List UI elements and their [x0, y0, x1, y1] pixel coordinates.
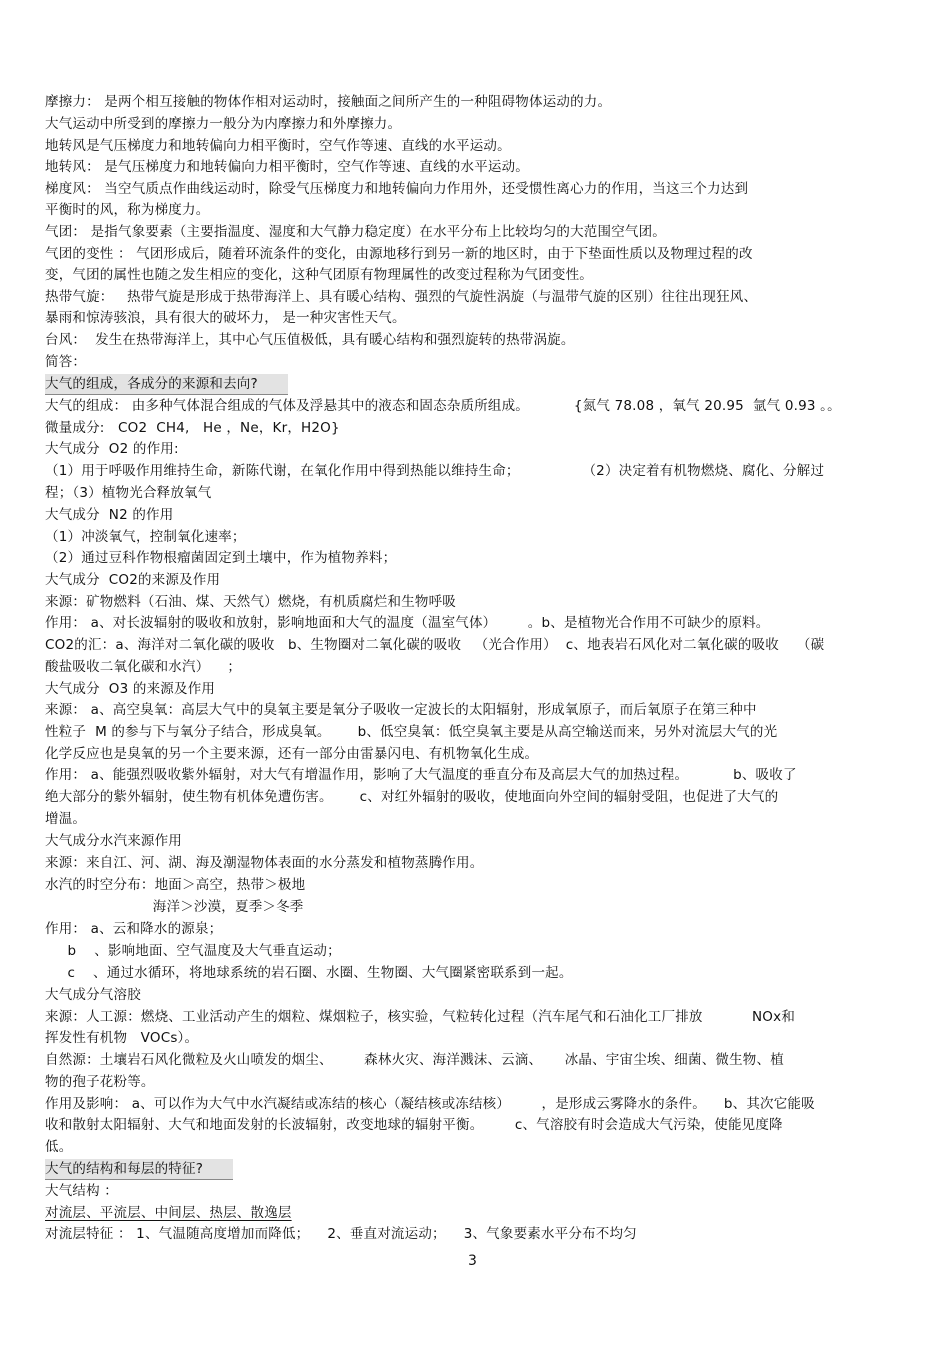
text-line: 气团： 是指气象要素（主要指温度、湿度和大气静力稳定度）在水平分布上比较均匀的大范围空气团。 — [45, 224, 666, 240]
text-line: 地转风是气压梯度力和地转偏向力相平衡时，空气作等速、直线的水平运动。 — [45, 138, 511, 154]
text-line: 增温。 — [45, 811, 87, 827]
text-line: 大气运动中所受到的摩擦力一般分为内摩擦力和外摩擦力。 — [45, 116, 402, 132]
text-line: 气团的变性 ： 气团形成后，随着环流条件的变化，由源地移行到另一新的地区时，由于下垫面性质以及物理过程的改 — [45, 246, 753, 262]
text-line: 简答： — [45, 354, 87, 370]
text-line: 地转风： 是气压梯度力和地转偏向力相平衡时，空气作等速、直线的水平运动。 — [45, 159, 529, 175]
text-line: 挥发性有机物 VOCs）。 — [45, 1030, 199, 1046]
text-line: 来源：来自江、河、湖、海及潮湿物体表面的水分蒸发和植物蒸腾作用。 — [45, 855, 484, 871]
text-line: 自然源：土壤岩石风化微粒及火山喷发的烟尘、 森林火灾、海洋溅沫、云滴、 冰晶、宇宙尘埃、细菌、微生物、植 — [45, 1052, 784, 1068]
section-heading: 大气的组成，各成分的来源和去向? — [45, 374, 288, 395]
text-line: 平衡时的风，称为梯度力。 — [45, 202, 210, 218]
text-line: （1）用于呼吸作用维持生命，新陈代谢，在氧化作用中得到热能以维持生命； （2）决定着有机物燃烧、腐化、分解过 — [45, 463, 825, 479]
text-line: 化学反应也是臭氧的另一个主要来源，还有一部分由雷暴闪电、有机物氧化生成。 — [45, 746, 539, 762]
text-line: 台风： 发生在热带海洋上，其中心气压值极低，具有暖心结构和强烈旋转的热带涡旋。 — [45, 332, 575, 348]
text-line: 大气成分 O3 的来源及作用 — [45, 681, 216, 697]
text-line: 热带气旋： 热带气旋是形成于热带海洋上、具有暖心结构、强烈的气旋性涡旋（与温带气旋的区别）往往出现狂风、 — [45, 289, 758, 305]
text-line: 大气成分 O2 的作用: — [45, 441, 179, 457]
text-line: 暴雨和惊涛骇浪，具有很大的破坏力， 是一种灾害性天气。 — [45, 310, 406, 326]
text-line: 来源：人工源：燃烧、工业活动产生的烟粒、煤烟粒子，核实验，气粒转化过程（汽车尾气和石油化工厂排放 NOx和 — [45, 1009, 796, 1025]
text-line: c 、通过水循环，将地球系统的岩石圈、水圈、生物圈、大气圈紧密联系到一起。 — [45, 965, 573, 981]
text-line: 作用： a、云和降水的源泉； — [45, 921, 223, 937]
text-line: 物的孢子花粉等。 — [45, 1074, 155, 1090]
text-line: 大气成分 CO2的来源及作用 — [45, 572, 221, 588]
text-line: 低。 — [45, 1139, 73, 1155]
text-line: 绝大部分的紫外辐射，使生物有机体免遭伤害。 c、对红外辐射的吸收，使地面向外空间的辐射受阻，也促进了大气的 — [45, 789, 779, 805]
text-line: 大气的组成： 由多种气体混合组成的气体及浮悬其中的液态和固态杂质所组成。 {氮气 78.08 ，氧气 20.95 氩气 0.93 。。 — [45, 398, 841, 414]
text-line: 大气成分气溶胶 — [45, 987, 141, 1003]
text-line: CO2的汇：a、海洋对二氧化碳的吸收 b、生物圈对二氧化碳的吸收 （光合作用） c、地表岩石风化对二氧化碳的吸收 （碳 — [45, 637, 825, 653]
text-line: b 、影响地面、空气温度及大气垂直运动； — [45, 943, 341, 959]
text-line: 微量成分: CO2 CH4, He ，Ne，Kr，H2O} — [45, 420, 340, 436]
text-line: 水汽的时空分布：地面＞高空，热带＞极地 — [45, 877, 306, 893]
text-line: 大气成分水汽来源作用 — [45, 833, 182, 849]
text-line: 大气结构 ： — [45, 1183, 118, 1199]
section-heading: 大气的结构和每层的特征? — [45, 1159, 233, 1180]
text-line: 作用： a、对长波辐射的吸收和放射，影响地面和大气的温度（温室气体） 。b、是植物光合作用不可缺少的原料。 — [45, 615, 770, 631]
page-number: 3 — [468, 1253, 478, 1269]
text-line: 海洋＞沙漠，夏季＞冬季 — [45, 899, 304, 915]
text-line: 摩擦力： 是两个相互接触的物体作相对运动时，接触面之间所产生的一种阻碍物体运动的力。 — [45, 94, 612, 110]
text-line: 梯度风： 当空气质点作曲线运动时，除受气压梯度力和地转偏向力作用外，还受惯性离心力的作用，当这三个力达到 — [45, 181, 749, 197]
text-line: 收和散射太阳辐射、大气和地面发射的长波辐射，改变地球的辐射平衡。 c、气溶胶有时会造成大气污染，使能见度降 — [45, 1117, 783, 1133]
text-line: 大气成分 N2 的作用 — [45, 507, 174, 523]
text-line: 程；（3）植物光合释放氧气 — [45, 485, 212, 501]
text-line: 酸盐吸收二氧化碳和水汽） ； — [45, 659, 242, 675]
text-line: 来源：矿物燃料（石油、煤、天然气）燃烧，有机质腐烂和生物呼吸 — [45, 594, 456, 610]
text-line: 对流层特征 ： 1、气温随高度增加而降低； 2、垂直对流运动； 3、气象要素水平分布不均匀 — [45, 1226, 637, 1242]
text-line: （1）冲淡氧气，控制氧化速率； — [45, 529, 246, 545]
text-line: 来源： a、高空臭氧：高层大气中的臭氧主要是氧分子吸收一定波长的太阳辐射，形成氧原子，而后氧原子在第三种中 — [45, 702, 757, 718]
text-line: 变，气团的属性也随之发生相应的变化，这种气团原有物理属性的改变过程称为气团变性。 — [45, 267, 593, 283]
text-line: 对流层、平流层、中间层、热层、散逸层 — [45, 1205, 292, 1221]
text-line: 作用及影响： a、可以作为大气中水汽凝结或冻结的核心（凝结核或冻结核） ，是形成云雾降水的条件。 b、其次它能吸 — [45, 1096, 815, 1112]
text-line: （2）通过豆科作物根瘤菌固定到土壤中，作为植物养料； — [45, 550, 397, 566]
text-line: 性粒子 M 的参与下与氧分子结合，形成臭氧。 b、低空臭氧：低空臭氧主要是从高空输送而来，另外对流层大气的光 — [45, 724, 778, 740]
text-line: 作用： a、能强烈吸收紫外辐射，对大气有增温作用，影响了大气温度的垂直分布及高层大气的加热过程。 b、吸收了 — [45, 767, 797, 783]
